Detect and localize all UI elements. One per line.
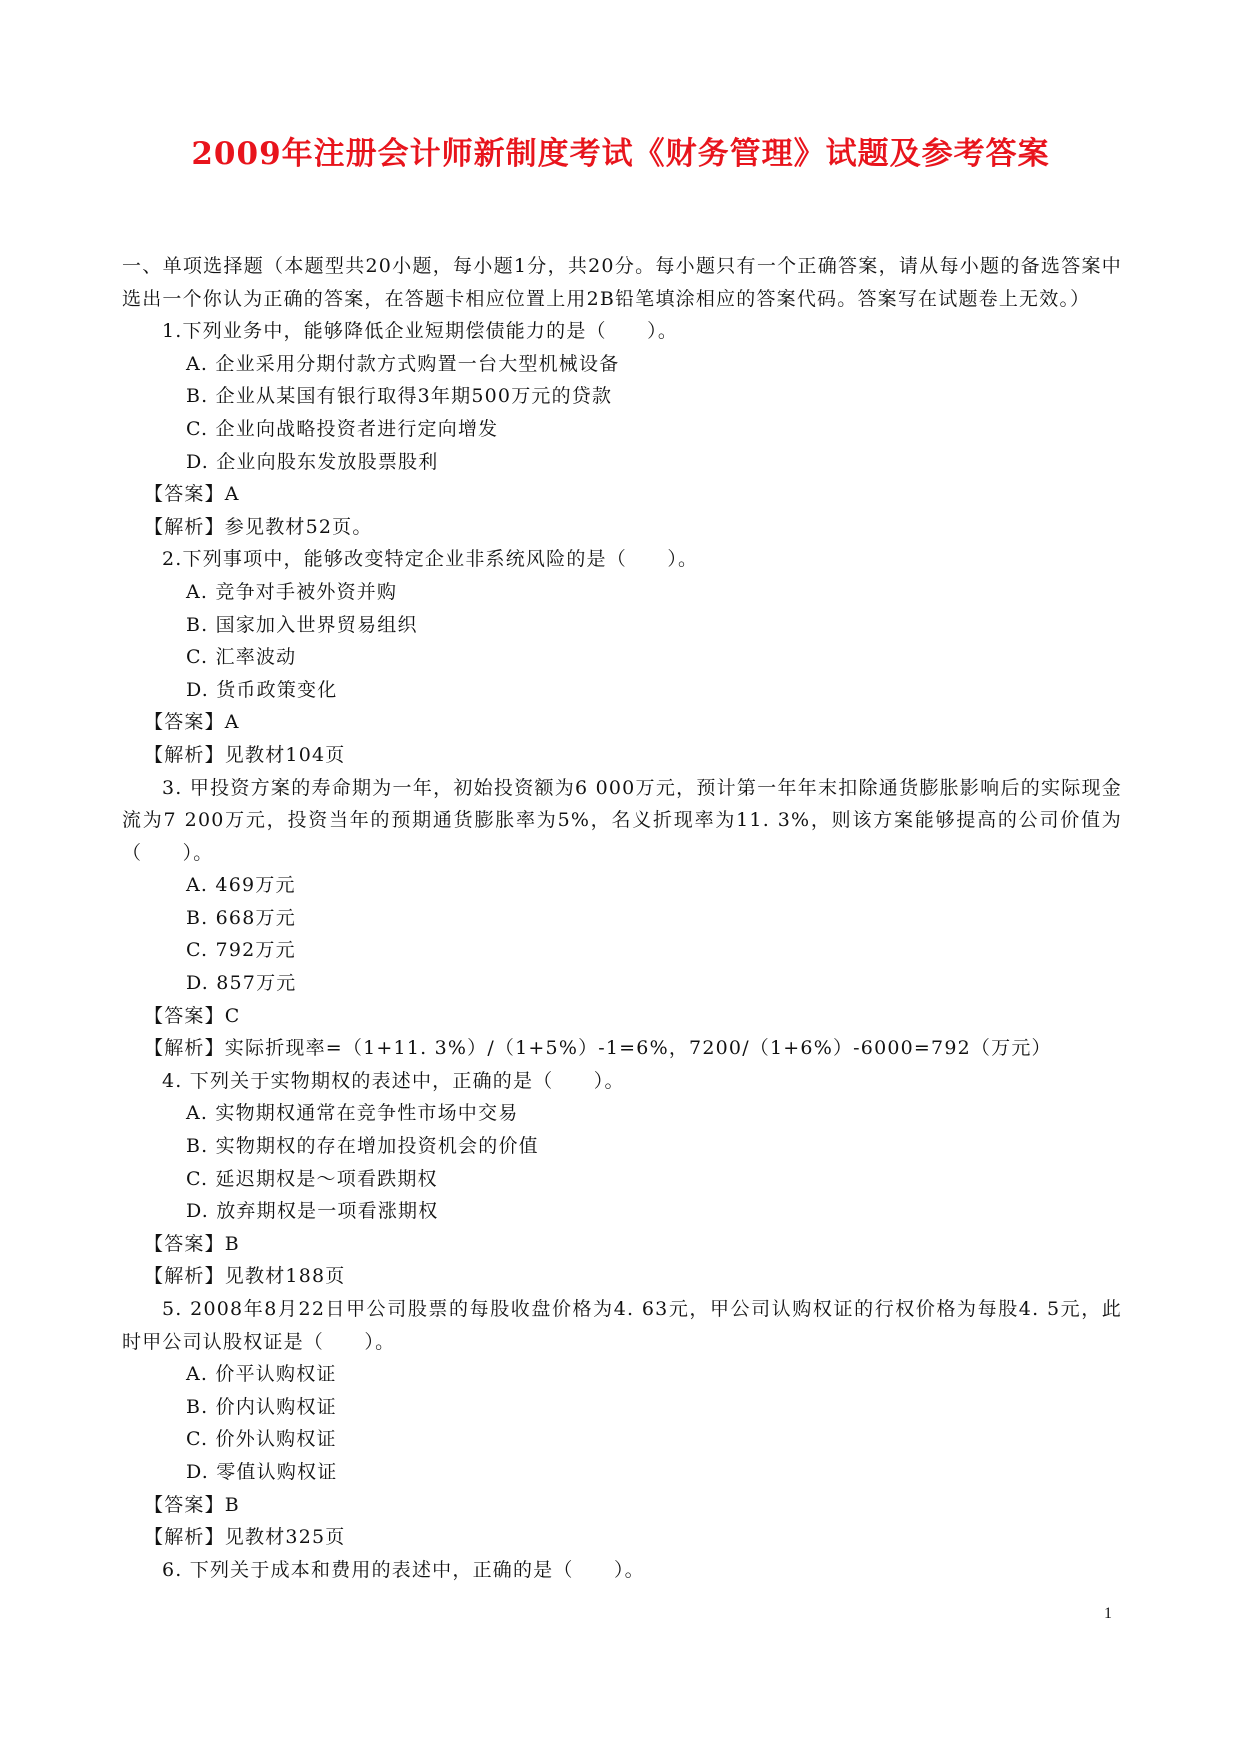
question-block: [122, 772, 1122, 1065]
content-body: [122, 250, 1122, 1586]
analysis-line: 【解析】实际折现率=（1+11. 3%）/（1+5%）-1=6%，7200/（1+6%）-6000=792（万元）: [144, 1037, 1052, 1060]
question-stem: 5. 2008年8月22日甲公司股票的每股收盘价格为4. 63元，甲公司认购权证的行权价格为每股4. 5元，此时甲公司认股权证是（ ）。: [122, 1298, 1122, 1353]
question-option: A. 竞争对手被外资并购: [186, 580, 398, 603]
question-option: B. 国家加入世界贸易组织: [186, 613, 418, 636]
page-number: 1: [1104, 1605, 1112, 1622]
answer-line: 【答案】B: [144, 1232, 240, 1255]
question-option: B. 价内认购权证: [186, 1395, 337, 1418]
question-option: A. 价平认购权证: [186, 1363, 337, 1386]
section-intro: 一、单项选择题（本题型共20小题，每小题1分，共20分。每小题只有一个正确答案，请从每小题的备选答案中选出一个你认为正确的答案，在答题卡相应位置上用2B铅笔填涂相应的答案代码。答案写在试题卷上无效。）: [122, 255, 1122, 310]
question-option: A. 企业采用分期付款方式购置一台大型机械设备: [186, 352, 620, 375]
question-stem: 2.下列事项中，能够改变特定企业非系统风险的是（ ）。: [162, 548, 699, 571]
question-option: B. 668万元: [186, 906, 296, 929]
analysis-line: 【解析】参见教材52页。: [144, 515, 373, 538]
question-option: D. 零值认购权证: [186, 1460, 338, 1483]
question-option: D. 857万元: [186, 972, 297, 995]
page-title: 2009年注册会计师新制度考试《财务管理》试题及参考答案: [191, 136, 1050, 172]
answer-line: 【答案】A: [144, 483, 240, 506]
question-option: B. 实物期权的存在增加投资机会的价值: [186, 1135, 539, 1158]
question-stem: 1.下列业务中，能够降低企业短期偿债能力的是（ ）。: [162, 320, 679, 343]
question-option: D. 放弃期权是一项看涨期权: [186, 1200, 439, 1223]
answer-line: 【答案】B: [144, 1493, 240, 1516]
analysis-line: 【解析】见教材104页: [144, 743, 346, 766]
question-stem: 6. 下列关于成本和费用的表述中，正确的是（ ）。: [162, 1558, 645, 1581]
question-option: D. 企业向股东发放股票股利: [186, 450, 439, 473]
answer-line: 【答案】C: [144, 1004, 241, 1027]
question-option: C. 企业向战略投资者进行定向增发: [186, 417, 499, 440]
question-block: [122, 1554, 1122, 1587]
question-option: B. 企业从某国有银行取得3年期500万元的贷款: [186, 385, 613, 408]
question-option: D. 货币政策变化: [186, 678, 338, 701]
question-option: C. 792万元: [186, 939, 296, 962]
question-option: C. 价外认购权证: [186, 1428, 337, 1451]
question-stem: 3. 甲投资方案的寿命期为一年，初始投资额为6 000万元，预计第一年年末扣除通货膨胀影响后的实际现金流为7 200万元，投资当年的预期通货膨胀率为5%，名义折现率为11. 3%，则该方案能够提高的公司价值为（ ）。: [122, 776, 1122, 864]
question-option: A. 实物期权通常在竞争性市场中交易: [186, 1102, 519, 1125]
question-block: [122, 315, 1122, 543]
question-list: [122, 315, 1122, 1586]
question-option: A. 469万元: [186, 874, 296, 897]
question-option: C. 汇率波动: [186, 646, 297, 669]
answer-line: 【答案】A: [144, 711, 240, 734]
analysis-line: 【解析】见教材188页: [144, 1265, 346, 1288]
question-option: C. 延迟期权是～项看跌期权: [186, 1167, 438, 1190]
question-stem: 4. 下列关于实物期权的表述中，正确的是（ ）。: [162, 1069, 625, 1092]
question-block: [122, 1293, 1122, 1554]
question-block: [122, 543, 1122, 771]
analysis-line: 【解析】见教材325页: [144, 1526, 346, 1549]
question-block: [122, 1065, 1122, 1293]
